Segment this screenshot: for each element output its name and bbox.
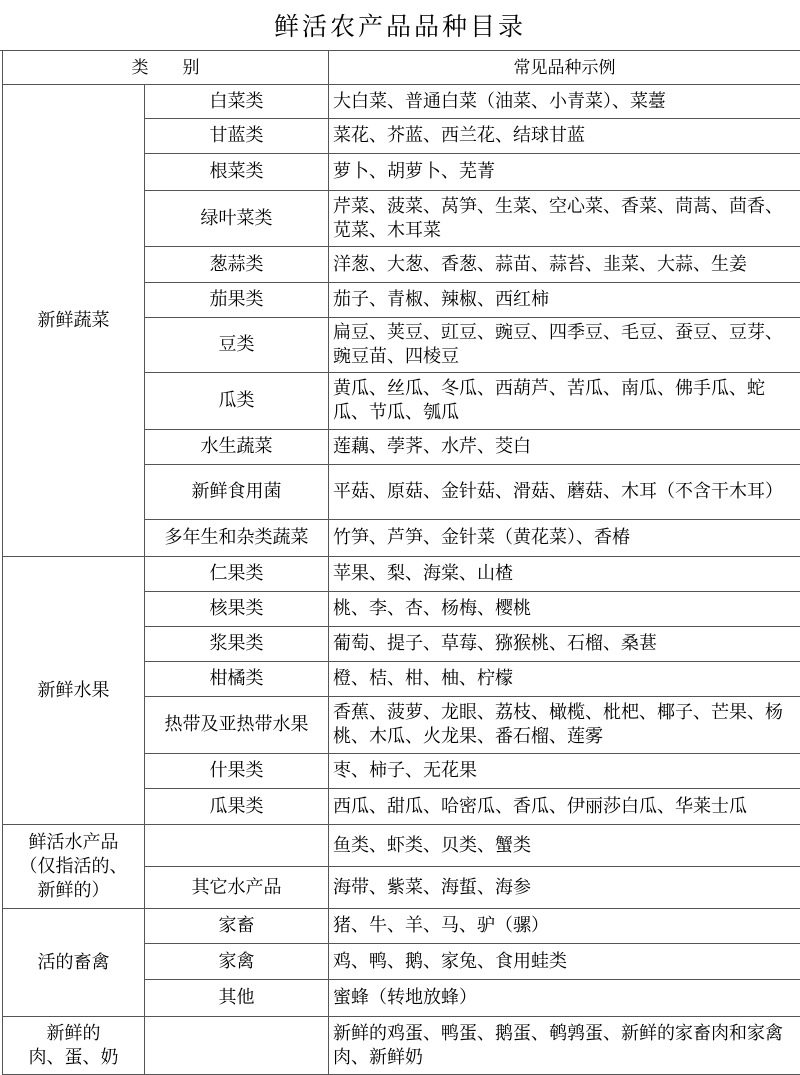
category-line: 肉、蛋、奶	[7, 1046, 140, 1070]
table-row	[3, 557, 800, 592]
examples-cell: 竹笋、芦笋、金针菜（黄花菜）、香椿	[329, 520, 800, 557]
category-line: 新鲜的）	[7, 879, 140, 903]
catalog-table	[2, 50, 800, 1075]
category-cell-vegetables: 新鲜蔬菜	[3, 85, 145, 557]
examples-cell: 枣、柿子、无花果	[329, 754, 800, 789]
subcategory-cell: 葱蒜类	[145, 247, 329, 283]
examples-cell: 香蕉、菠萝、龙眼、荔枝、橄榄、枇杷、椰子、芒果、杨桃、木瓜、火龙果、番石榴、莲雾	[329, 697, 800, 754]
examples-cell: 葡萄、提子、草莓、猕猴桃、石榴、桑葚	[329, 627, 800, 662]
header-examples: 常见品种示例	[329, 51, 800, 85]
examples-cell: 茄子、青椒、辣椒、西红柿	[329, 283, 800, 318]
category-cell-meat	[3, 1017, 145, 1075]
subcategory-cell: 根菜类	[145, 154, 329, 191]
subcategory-cell: 多年生和杂类蔬菜	[145, 520, 329, 557]
subcategory-cell	[145, 1017, 329, 1075]
examples-cell: 莲藕、荸荠、水芹、茭白	[329, 430, 800, 465]
examples-cell: 平菇、原菇、金针菇、滑菇、蘑菇、木耳（不含干木耳）	[329, 465, 800, 520]
table-row	[3, 85, 800, 119]
subcategory-cell: 热带及亚热带水果	[145, 697, 329, 754]
subcategory-cell: 柑橘类	[145, 662, 329, 697]
subcategory-cell: 瓜类	[145, 373, 329, 430]
category-cell-aquatic	[3, 825, 145, 909]
examples-cell: 猪、牛、羊、马、驴（骡）	[329, 909, 800, 944]
subcategory-cell: 瓜果类	[145, 789, 329, 825]
examples-cell: 新鲜的鸡蛋、鸭蛋、鹅蛋、鹌鹑蛋、新鲜的家畜肉和家禽肉、新鲜奶	[329, 1017, 800, 1075]
subcategory-cell: 核果类	[145, 592, 329, 627]
category-line: （仅指活的、	[7, 855, 140, 879]
examples-cell: 苹果、梨、海棠、山楂	[329, 557, 800, 592]
subcategory-cell: 白菜类	[145, 85, 329, 119]
subcategory-cell: 家畜	[145, 909, 329, 944]
table-row	[3, 909, 800, 944]
examples-cell: 橙、桔、柑、柚、柠檬	[329, 662, 800, 697]
subcategory-cell: 家禽	[145, 944, 329, 980]
category-line: 新鲜的	[7, 1022, 140, 1046]
subcategory-cell: 什果类	[145, 754, 329, 789]
table-row	[3, 1017, 800, 1075]
page-title: 鲜活农产品品种目录	[0, 0, 800, 51]
examples-cell: 鱼类、虾类、贝类、蟹类	[329, 825, 800, 867]
category-cell-livestock: 活的畜禽	[3, 909, 145, 1017]
examples-cell: 蜜蜂（转地放蜂）	[329, 980, 800, 1017]
category-line: 鲜活水产品	[7, 831, 140, 855]
examples-cell: 鸡、鸭、鹅、家兔、食用蛙类	[329, 944, 800, 980]
header-row	[3, 51, 800, 85]
subcategory-cell: 仁果类	[145, 557, 329, 592]
subcategory-cell: 新鲜食用菌	[145, 465, 329, 520]
subcategory-cell: 其它水产品	[145, 867, 329, 909]
header-category: 类 别	[3, 51, 329, 85]
subcategory-cell: 水生蔬菜	[145, 430, 329, 465]
examples-cell: 扁豆、荚豆、豇豆、豌豆、四季豆、毛豆、蚕豆、豆芽、豌豆苗、四棱豆	[329, 318, 800, 373]
subcategory-cell: 其他	[145, 980, 329, 1017]
examples-cell: 洋葱、大葱、香葱、蒜苗、蒜苔、韭菜、大蒜、生姜	[329, 247, 800, 283]
examples-cell: 萝卜、胡萝卜、芜菁	[329, 154, 800, 191]
subcategory-cell: 甘蓝类	[145, 119, 329, 154]
table-row	[3, 825, 800, 867]
subcategory-cell: 绿叶菜类	[145, 191, 329, 247]
examples-cell: 西瓜、甜瓜、哈密瓜、香瓜、伊丽莎白瓜、华莱士瓜	[329, 789, 800, 825]
examples-cell: 芹菜、菠菜、莴笋、生菜、空心菜、香菜、茼蒿、茴香、苋菜、木耳菜	[329, 191, 800, 247]
examples-cell: 桃、李、杏、杨梅、樱桃	[329, 592, 800, 627]
examples-cell: 菜花、芥蓝、西兰花、结球甘蓝	[329, 119, 800, 154]
examples-cell: 黄瓜、丝瓜、冬瓜、西葫芦、苦瓜、南瓜、佛手瓜、蛇瓜、节瓜、瓠瓜	[329, 373, 800, 430]
examples-cell: 海带、紫菜、海蜇、海参	[329, 867, 800, 909]
category-cell-fruits: 新鲜水果	[3, 557, 145, 825]
subcategory-cell: 浆果类	[145, 627, 329, 662]
subcategory-cell	[145, 825, 329, 867]
examples-cell: 大白菜、普通白菜（油菜、小青菜）、菜薹	[329, 85, 800, 119]
subcategory-cell: 豆类	[145, 318, 329, 373]
subcategory-cell: 茄果类	[145, 283, 329, 318]
